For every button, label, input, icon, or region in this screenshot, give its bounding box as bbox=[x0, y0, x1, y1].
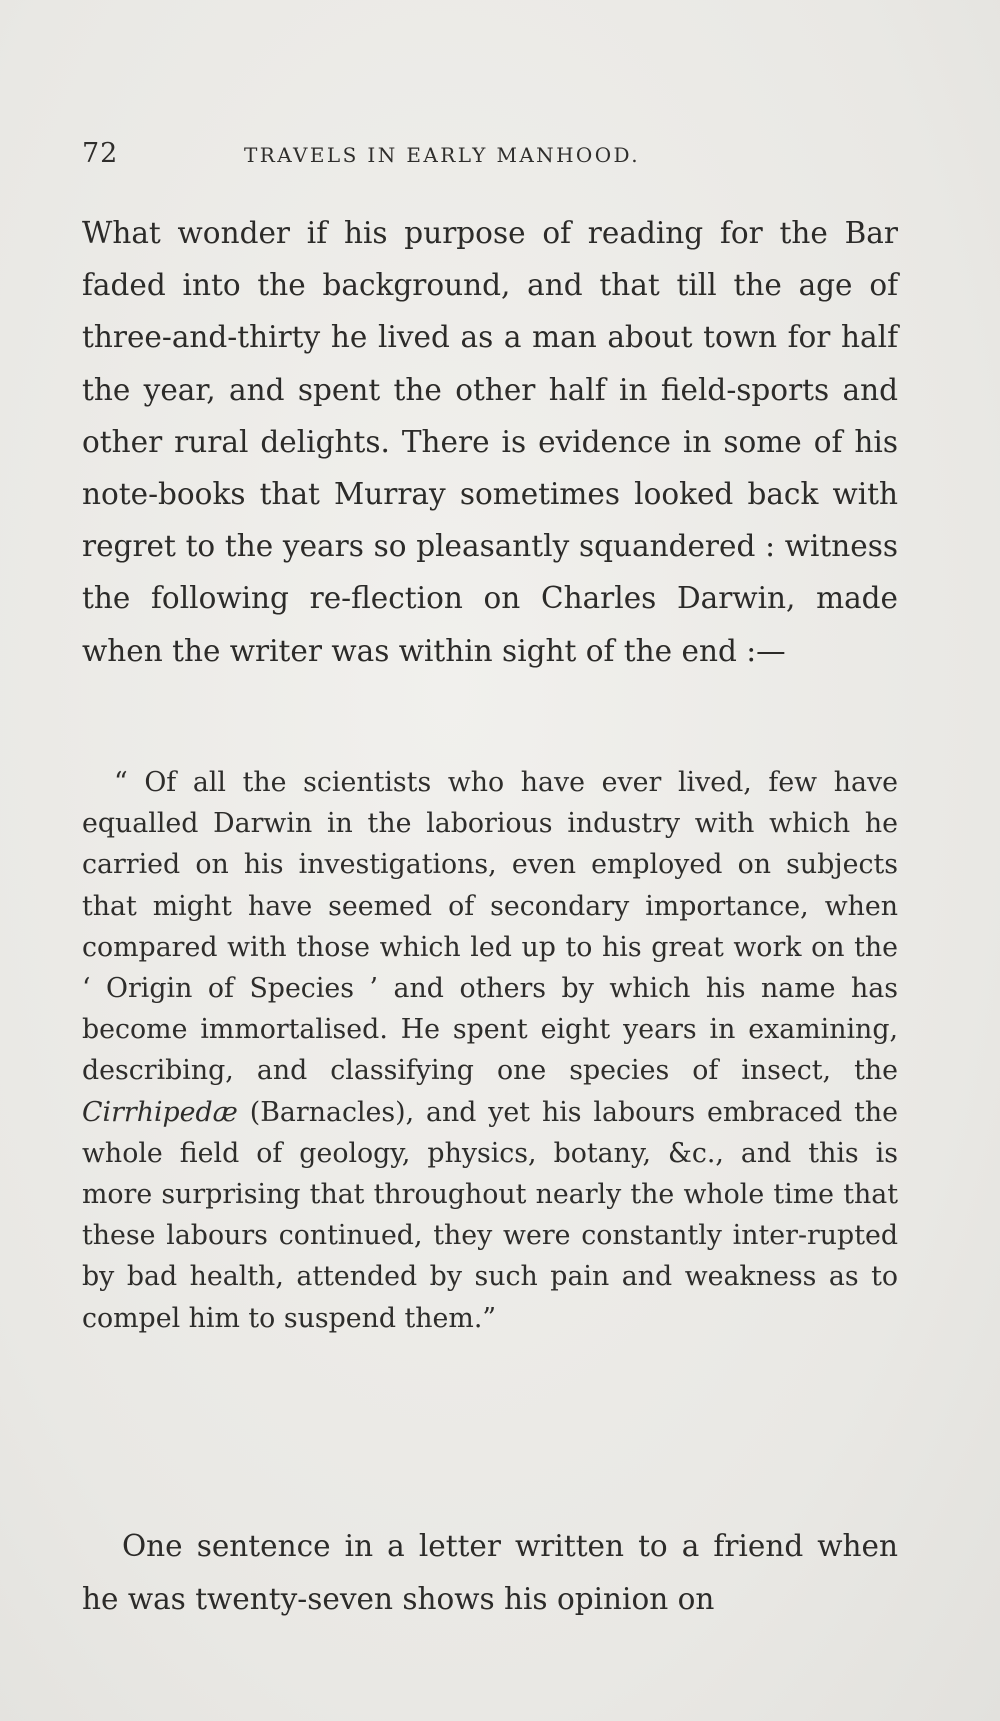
paragraph-letter-text: One sentence in a letter written to a friend when he was twenty-seven shows his opinion on bbox=[82, 1529, 898, 1616]
page-number: 72 bbox=[82, 138, 119, 169]
darwin-quote bbox=[82, 762, 898, 1339]
quote-text-end: (Barnacles), and yet his labours embraced the whole field of geology, physics, botany, &c., and this is more surprising that throughout nearly the whole time that these labours continued, they were constantly inter-rupted by bad health, attended by such pain and weakness as to compel him to suspend them.” bbox=[82, 1096, 898, 1334]
quote-text-start: “ Of all the scientists who have ever lived, few have equalled Darwin in the laborious industry with which he carried on his investigations, even employed on subjects that might have seemed of secondary importance, when compared with those which led up to his great work on the ‘ Origin of Species ’ and others by which his name has become immortalised. He spent eight years in examining, describing, and classifying one species of insect, the bbox=[82, 767, 898, 1087]
paragraph-reflection: What wonder if his purpose of reading for the Bar faded into the background, and that till the age of three-and-thirty he lived as a man about town for half the year, and spent the other half in field-sports and other rural delights. There is evidence in some of his note-books that Murray sometimes looked back with regret to the years so pleasantly squandered : witness the following re-flection on Charles Darwin, made when the writer was within sight of the end :— bbox=[82, 216, 898, 668]
quote-italic-term: Cirrhipedæ bbox=[82, 1096, 238, 1128]
paragraph-letter bbox=[82, 1520, 898, 1626]
running-title: TRAVELS IN EARLY MANHOOD. bbox=[244, 143, 640, 167]
running-head bbox=[82, 138, 902, 178]
